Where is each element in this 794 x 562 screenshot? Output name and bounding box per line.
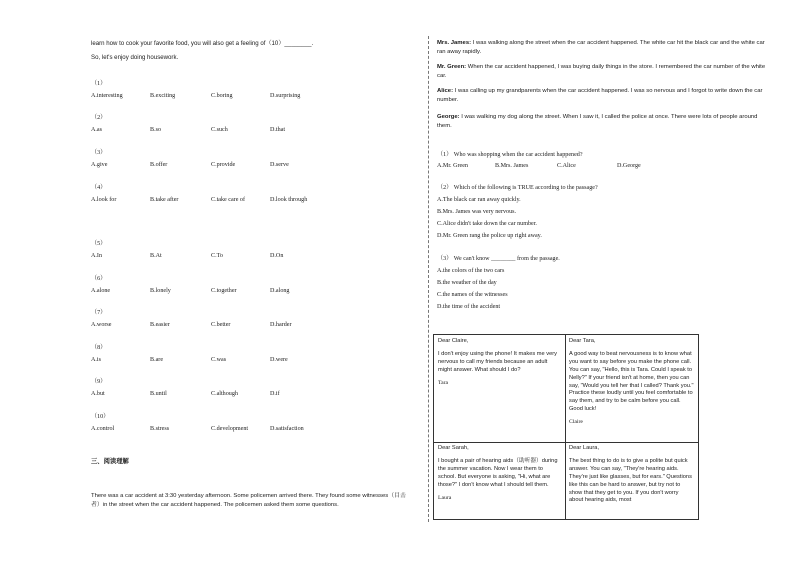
cloze-question-number: （2） <box>91 115 107 121</box>
section-heading: 三、阅读理解 <box>91 458 129 465</box>
cloze-option-d[interactable]: D.if <box>270 391 280 397</box>
cloze-option-b[interactable]: B.At <box>150 253 162 259</box>
cloze-option-d[interactable]: D.were <box>270 357 288 363</box>
cloze-option-a[interactable]: A.look for <box>91 197 117 203</box>
question-1-option-a[interactable]: A.Mr. Green <box>437 163 468 169</box>
cloze-option-d[interactable]: D.surprising <box>270 93 301 99</box>
cloze-option-a[interactable]: A.is <box>91 357 101 363</box>
question-2-option-d[interactable]: D.Mr. Green rang the police up right away. <box>437 233 542 239</box>
question-1-option-d[interactable]: D.George <box>617 163 641 169</box>
column-divider <box>428 36 429 522</box>
question-2-stem: （2） Which of the following is TRUE according to the passage? <box>437 185 598 191</box>
statement-text: I was walking my dog along the street. When I saw it, I called the police at once. There were lots of people around them. <box>437 114 758 129</box>
cloze-option-c[interactable]: C.provide <box>211 162 236 168</box>
cloze-option-a[interactable]: A.interesting <box>91 93 123 99</box>
statement-mr-green <box>437 63 773 80</box>
question-3-option-d[interactable]: D.the time of the accident <box>437 304 501 310</box>
cloze-option-d[interactable]: D.look through <box>270 197 308 203</box>
cloze-option-b[interactable]: B.until <box>150 391 167 397</box>
cloze-option-b[interactable]: B.exciting <box>150 93 176 99</box>
letter-body: A good way to beat nervousness is to know what you want to say before you make the phone call. You can say, "Hello, this is Tara. Could I speak to Nelly?" If your friend isn't at home, then you can say, "Would you tell her that I called? Thank you." Practice these loudly until you feel comfortable to say them, and try to be calm before you call. Good luck! <box>569 350 694 413</box>
cloze-option-d[interactable]: D.harder <box>270 322 292 328</box>
statement-text: When the car accident happened, I was buying daily things in the store. I remembered the car number of the white car. <box>437 64 766 79</box>
cloze-option-a[interactable]: A.control <box>91 426 115 432</box>
question-1-stem: （1） Who was shopping when the car accident happened? <box>437 152 583 158</box>
intro-line: learn how to cook your favorite food, you will also get a feeling of（10）________. <box>91 40 314 47</box>
letter-to-sarah <box>434 442 565 519</box>
cloze-question-number: （5） <box>91 241 107 247</box>
letter-body: The best thing to do is to give a polite but quick answer. You can say, "They're hearing aids. They're just like glasses, but for ears." Questions like this can be hard to answer, but try not to show that they get to you. If you don't worry about hearing aids, most <box>569 457 692 504</box>
letter-body: I bought a pair of hearing aids（助听器）during the summer vacation. Now I wear them to school. But everyone is asking, "Hi, what are those?" I don't know what I should tell them. <box>438 457 558 488</box>
cloze-option-d[interactable]: D.serve <box>270 162 289 168</box>
question-3-stem: （3） We can't know ________ from the passage. <box>437 256 560 262</box>
question-2-option-b[interactable]: B.Mrs. James was very nervous. <box>437 209 517 215</box>
letter-to-tara <box>565 335 698 442</box>
cloze-question-number: （3） <box>91 150 107 156</box>
cloze-option-d[interactable]: D.that <box>270 127 286 133</box>
statement-mrs-james <box>437 39 773 56</box>
cloze-option-c[interactable]: C.take care of <box>211 197 246 203</box>
statement-text: I was walking along the street when the car accident happened. The white car hit the black car and the white car ran away rapidly. <box>437 40 765 55</box>
cloze-option-c[interactable]: C.was <box>211 357 227 363</box>
speaker: George: <box>437 114 460 120</box>
speaker: Mrs. James: <box>437 40 472 46</box>
cloze-question-number: （4） <box>91 185 107 191</box>
question-2-option-a[interactable]: A.The black car ran away quickly. <box>437 197 521 203</box>
statement-text: I was calling up my grandparents when the car accident happened. I was so nervous and I forgot to write down the car number. <box>437 88 763 103</box>
cloze-option-d[interactable]: D.satisfaction <box>270 426 304 432</box>
letter-greeting: Dear Sarah, <box>438 445 469 451</box>
cloze-option-a[interactable]: A.as <box>91 127 103 133</box>
intro-line-2: So, let's enjoy doing housework. <box>91 54 179 61</box>
question-1-option-c[interactable]: C.Alice <box>557 163 576 169</box>
statement-alice <box>437 87 773 104</box>
cloze-option-c[interactable]: C.development <box>211 426 249 432</box>
letter-body: I don't enjoy using the phone! It makes me very nervous to call my friends because an adult might answer. What should I do? <box>438 350 558 373</box>
cloze-option-a[interactable]: A.alone <box>91 288 111 294</box>
question-3-option-a[interactable]: A.the colors of the two cars <box>437 268 505 274</box>
letter-greeting: Dear Laura, <box>569 445 600 451</box>
cloze-option-c[interactable]: C.although <box>211 391 238 397</box>
letter-greeting: Dear Tara, <box>569 338 596 344</box>
cloze-question-number: （9） <box>91 379 107 385</box>
cloze-option-b[interactable]: B.lonely <box>150 288 171 294</box>
question-3-option-b[interactable]: B.the weather of the day <box>437 280 497 286</box>
cloze-option-c[interactable]: C.better <box>211 322 231 328</box>
cloze-question-number: （10） <box>91 414 110 420</box>
letter-to-laura <box>565 442 698 519</box>
cloze-option-a[interactable]: A.worse <box>91 322 112 328</box>
cloze-option-a[interactable]: A.but <box>91 391 105 397</box>
cloze-option-c[interactable]: C.boring <box>211 93 233 99</box>
cloze-option-c[interactable]: C.such <box>211 127 228 133</box>
cloze-option-a[interactable]: A.In <box>91 253 103 259</box>
cloze-question-number: （1） <box>91 81 107 87</box>
passage: There was a car accident at 3:30 yesterday afternoon. Some policemen arrived there. They found some witnesses（目击者）in the street when the car accident happened. The policemen asked them some questions. <box>91 493 406 508</box>
question-3-option-c[interactable]: C.the names of the witnesses <box>437 292 508 298</box>
cloze-option-c[interactable]: C.To <box>211 253 223 259</box>
question-2-option-c[interactable]: C.Alice didn't take down the car number. <box>437 221 537 227</box>
letter-greeting: Dear Claire, <box>438 338 469 344</box>
speaker: Alice: <box>437 88 454 94</box>
cloze-option-b[interactable]: B.are <box>150 357 164 363</box>
letter-signature: Tara <box>438 379 449 386</box>
cloze-option-b[interactable]: B.easier <box>150 322 170 328</box>
cloze-question-number: （8） <box>91 345 107 351</box>
question-1-option-b[interactable]: B.Mrs. James <box>495 163 529 169</box>
letter-to-claire <box>434 335 565 442</box>
cloze-option-b[interactable]: B.offer <box>150 162 168 168</box>
cloze-option-b[interactable]: B.stress <box>150 426 170 432</box>
cloze-option-b[interactable]: B.so <box>150 127 162 133</box>
letter-signature: Laura <box>438 494 452 501</box>
cloze-question-number: （6） <box>91 276 107 282</box>
cloze-question-number: （7） <box>91 310 107 316</box>
statement-george <box>437 113 773 130</box>
cloze-option-d[interactable]: D.On <box>270 253 284 259</box>
speaker: Mr. Green: <box>437 64 467 70</box>
letter-signature: Claire <box>569 419 583 426</box>
cloze-option-d[interactable]: D.along <box>270 288 290 294</box>
cloze-option-a[interactable]: A.give <box>91 162 108 168</box>
cloze-option-b[interactable]: B.take after <box>150 197 179 203</box>
cloze-option-c[interactable]: C.together <box>211 288 237 294</box>
letters-table <box>433 334 699 520</box>
